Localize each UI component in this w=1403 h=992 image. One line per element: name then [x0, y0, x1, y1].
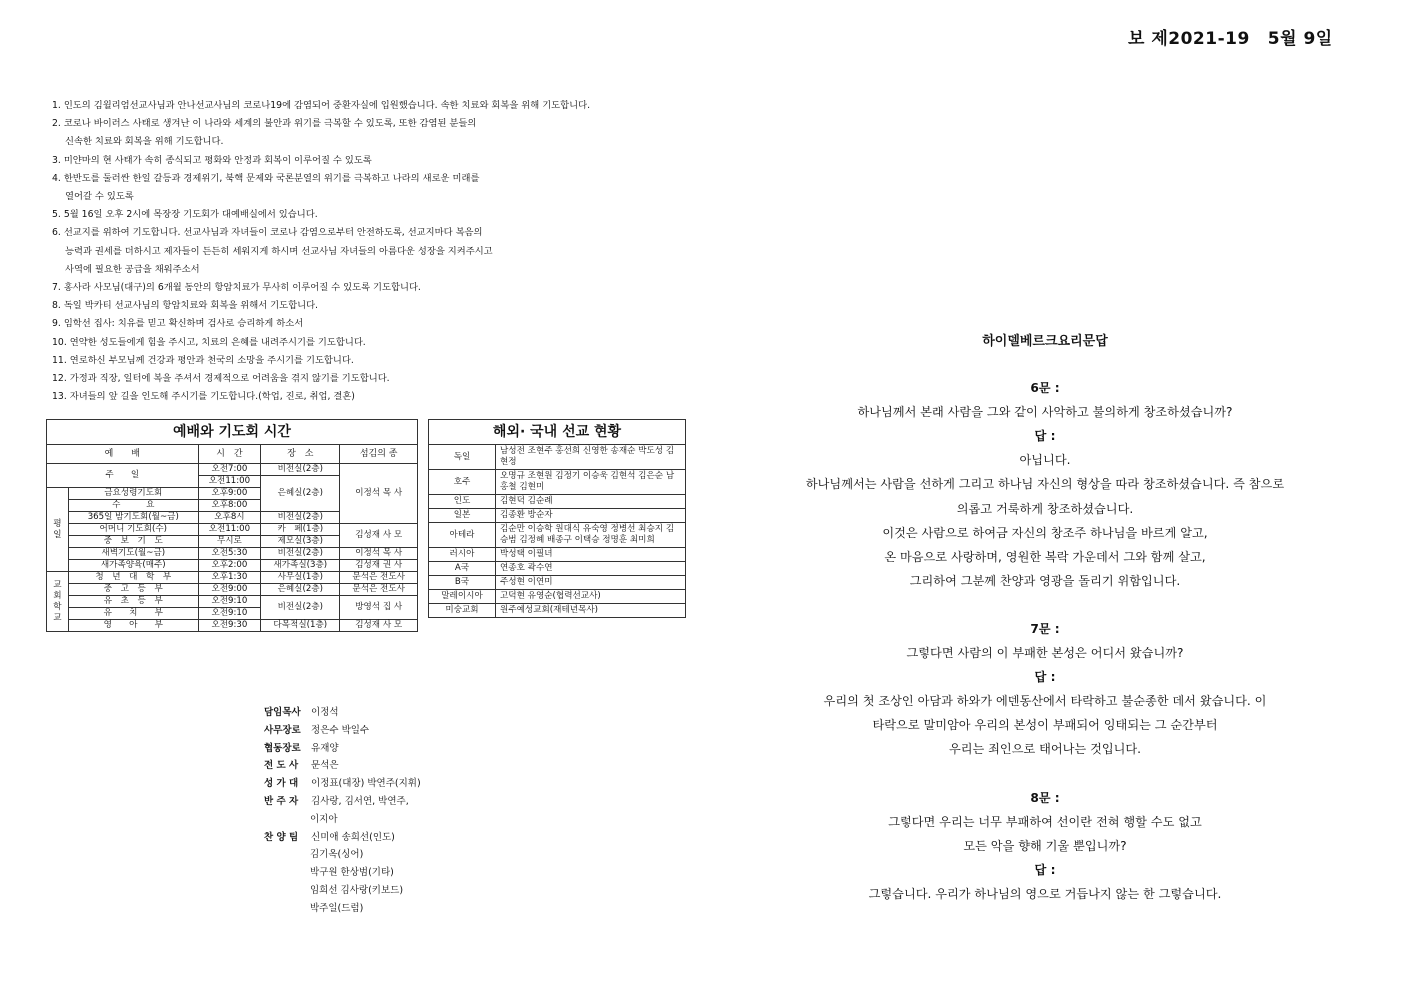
school-time: 오전9:10 [198, 608, 261, 620]
service-time: 오후9:00 [198, 488, 261, 500]
service-name: 새벽기도(월~금) [68, 548, 198, 560]
service-time: 오전5:30 [198, 548, 261, 560]
school-name: 유 치 부 [68, 608, 198, 620]
hall-place: 은혜실(2층) [261, 476, 340, 512]
school-time: 오후1:30 [198, 572, 261, 584]
col-header-time: 시 간 [198, 445, 261, 464]
mission-names: 주성현 이연미 [496, 576, 686, 590]
staff-name: 이정표(대장) 박연주(지휘) [311, 778, 421, 790]
staff-role: 담임목사 [264, 707, 301, 718]
leader-lee: 이정석 목 사 [340, 464, 418, 524]
prayer-item: 6. 선교지를 위하여 기도합니다. 선교사님과 자녀들이 코로나 감염으로부터 안전하도록, 선교지마다 복음의 [52, 227, 483, 239]
question-7-number: 7문 : [1030, 621, 1060, 636]
mission-country: 미숭교회 [429, 604, 496, 618]
school-leader: 문석은 전도사 [340, 572, 418, 584]
table-row [429, 509, 686, 523]
staff-name: 이정석 [311, 707, 339, 718]
mission-names: 오명규 조현원 김정기 이승욱 김현석 김은순 남홍철 김현미 [496, 470, 686, 495]
school-place: 은혜실(2층) [261, 584, 340, 596]
question-6-number: 6문 : [1030, 381, 1060, 396]
answer-line: 우리의 첫 조상인 아담과 하와가 에덴동산에서 타락하고 불순종한 데서 왔습니다. 이 [823, 694, 1267, 709]
service-name: 수 요 [68, 500, 198, 512]
prayer-item: 7. 홍사라 사모님(대구)의 6개월 동안의 항암치료가 무사히 이루어질 수 있도록 기도합니다. [52, 282, 421, 294]
table-row [47, 584, 418, 596]
prayer-item: 9. 임학선 집사: 치유를 믿고 확신하며 검사로 승리하게 하소서 [52, 318, 304, 330]
staff-row [264, 757, 421, 775]
mission-names: 김종환 방순자 [496, 509, 686, 523]
catechism-title: 하이델베르크요리문답 [982, 334, 1108, 349]
prayer-item: 11. 연로하신 부모님께 건강과 평안과 천국의 소망을 주시기를 기도합니다. [52, 354, 354, 366]
service-name: 중 보 기 도 [68, 536, 198, 548]
table-row [47, 596, 418, 608]
table-row [429, 604, 686, 618]
staff-name: 정은수 박일수 [311, 724, 370, 736]
service-name: 새가족양육(매주) [68, 560, 198, 572]
staff-name: 김사랑, 김서연, 박연주, [311, 795, 409, 807]
mission-table-title: 해외· 국내 선교 현황 [429, 420, 686, 445]
staff-row [264, 793, 421, 811]
prayer-item: 신속한 치료와 회복을 위해 기도합니다. [65, 136, 224, 148]
staff-role: 사무장로 [264, 724, 301, 736]
school-time: 오전9:00 [198, 584, 261, 596]
sunday-place: 비전실(2층) [261, 464, 340, 476]
staff-row [264, 704, 421, 722]
mission-status-table [428, 419, 686, 618]
question-6-text: 하나님께서 본래 사람을 그와 같이 사악하고 불의하게 창조하셨습니까? [857, 405, 1233, 420]
mission-country: B국 [429, 576, 496, 590]
answer-line: 하나님께서는 사람을 선하게 그리고 하나님 자신의 형상을 따라 창조하셨습니다. 즉 참으로 [805, 477, 1285, 492]
table-row [429, 548, 686, 562]
school-time: 오전9:10 [198, 596, 261, 608]
table-row [429, 495, 686, 509]
service-place: 카 페(1층) [261, 524, 340, 536]
school-leader: 문석은 전도사 [340, 584, 418, 596]
table-row [429, 562, 686, 576]
staff-role: 협동장로 [264, 742, 301, 754]
staff-row [264, 829, 421, 847]
col-header-service: 예 배 [47, 445, 199, 464]
prayer-request-list [52, 97, 682, 406]
service-place: 제모실(3층) [261, 536, 340, 548]
table-row [429, 590, 686, 604]
answer-line: 그리하여 그분께 찬양과 영광을 돌리기 위함입니다. [909, 573, 1181, 588]
staff-role: 반 주 자 [264, 795, 299, 807]
question-8-number: 8문 : [1030, 790, 1060, 805]
mission-names: 원주예성교회(재테년목사) [496, 604, 686, 618]
staff-name-continued: 김기옥(싱어) [310, 849, 364, 861]
heidelberg-catechism [740, 330, 1350, 906]
school-leader: 방영석 집 사 [340, 596, 418, 620]
staff-row [264, 740, 421, 758]
prayer-item: 4. 한반도를 둘러싼 한일 갈등과 경제위기, 북핵 문제와 국론분열의 위기를 극복하고 나라의 새로운 미래를 [52, 172, 480, 184]
staff-name-continued: 임희선 김사랑(키보드) [310, 884, 404, 896]
school-name: 유 초 등 부 [68, 596, 198, 608]
question-7-text: 그렇다면 사람의 이 부패한 본성은 어디서 왔습니까? [906, 646, 1184, 661]
sunday-time-1: 오전7:00 [198, 464, 261, 476]
mission-names: 김현덕 김순례 [496, 495, 686, 509]
answer-8-label: 답 : [1034, 862, 1056, 877]
school-name: 영 아 부 [68, 620, 198, 632]
prayer-item: 3. 미얀마의 현 사태가 속히 종식되고 평화와 안정과 회복이 이루어질 수 있도록 [52, 154, 372, 166]
service-time: 오전11:00 [198, 524, 261, 536]
answer-6-label: 답 : [1034, 429, 1056, 444]
prayer-item: 8. 독일 박카티 선교사님의 항암치료와 회복을 위해서 기도합니다. [52, 300, 319, 312]
prayer-item: 12. 가정과 직장, 일터에 복을 주셔서 경제적으로 어려움을 겪지 않기를 기도합니다. [52, 373, 390, 385]
table-row [47, 620, 418, 632]
mission-names: 박성택 이필녀 [496, 548, 686, 562]
mission-names: 고덕현 유영순(협력선교사) [496, 590, 686, 604]
table-row [47, 572, 418, 584]
service-name: 금요성령기도회 [68, 488, 198, 500]
staff-role: 전 도 사 [264, 760, 299, 772]
school-place: 비전실(2층) [261, 596, 340, 620]
service-place: 새가족실(3층) [261, 560, 340, 572]
answer-6 [740, 448, 1350, 593]
prayer-item: 5. 5월 16일 오후 2시에 목장장 기도회가 대예배실에서 있습니다. [52, 209, 318, 221]
mission-names: 연종호 곽수연 [496, 562, 686, 576]
school-leader: 김성재 사 모 [340, 620, 418, 632]
answer-line: 이것은 사람으로 하여금 자신의 창조주 하나님을 바르게 알고, [882, 525, 1208, 540]
answer-7-label: 답 : [1034, 670, 1056, 685]
question-8-text-1: 그렇다면 우리는 너무 부패하여 선이란 전혀 행할 수도 없고 [888, 814, 1202, 829]
service-time: 오후8시 [198, 512, 261, 524]
mission-country: 말레이시아 [429, 590, 496, 604]
answer-line: 온 마음으로 사랑하며, 영원한 복락 가운데서 그와 함께 살고, [884, 549, 1206, 564]
school-place: 사무실(1층) [261, 572, 340, 584]
staff-row [264, 775, 421, 793]
answer-line: 아닙니다. [1019, 453, 1071, 468]
church-school-side-label: 교 회 학 교 [47, 572, 69, 632]
service-name: 어머니 기도회(수) [68, 524, 198, 536]
prayer-item: 열어갈 수 있도록 [65, 191, 134, 203]
table-row [429, 523, 686, 548]
staff-role: 찬 양 팀 [264, 831, 299, 843]
school-place: 다목적실(1층) [261, 620, 340, 632]
service-time: 오후2:00 [198, 560, 261, 572]
staff-name: 신미애 송희선(인도) [311, 831, 395, 843]
mission-country: 인도 [429, 495, 496, 509]
answer-line: 우리는 죄인으로 태어나는 것입니다. [948, 742, 1142, 757]
prayer-item: 10. 연약한 성도들에게 힘을 주시고, 치료의 은혜를 내려주시기를 기도합니다. [52, 336, 366, 348]
church-staff-list [264, 704, 421, 918]
school-time: 오전9:30 [198, 620, 261, 632]
prayer-item: 능력과 권세를 더하시고 제자들이 든든히 세워지게 하시며 선교사님 자녀들의 아름다운 성장을 지켜주시고 [65, 245, 493, 257]
table-row [429, 576, 686, 590]
table-row [47, 548, 418, 560]
staff-row [264, 722, 421, 740]
sunday-time-2: 오전11:00 [198, 476, 261, 488]
answer-7 [740, 689, 1350, 761]
staff-name-continued: 박구원 한상범(기타) [310, 867, 394, 879]
mission-country: 독일 [429, 445, 496, 470]
table-row [47, 560, 418, 572]
prayer-item: 사역에 필요한 공급을 채워주소서 [65, 263, 200, 275]
school-name: 청 년 대 학 부 [68, 572, 198, 584]
issue-number: 보 제2021-19 [1128, 29, 1250, 49]
mission-names: 김순만 이승학 원대식 유숙영 정병선 최승지 김승범 김정혜 배종구 이택승 정명훈 최미희 [496, 523, 686, 548]
answer-8-text: 그렇습니다. 우리가 하나님의 영으로 거듭나지 않는 한 그렇습니다. [868, 886, 1222, 901]
staff-name: 문석은 [311, 760, 339, 772]
answer-line: 의롭고 거룩하게 창조하셨습니다. [956, 501, 1134, 516]
worship-schedule-table [46, 419, 418, 632]
service-leader: 김성재 사 모 [340, 524, 418, 548]
service-place: 비전실(2층) [261, 548, 340, 560]
mission-country: A국 [429, 562, 496, 576]
weekday-side-label: 평 일 [47, 488, 69, 572]
service-place: 비전실(2층) [261, 512, 340, 524]
issue-date: 5월 9일 [1267, 29, 1333, 49]
service-time: 무시로 [198, 536, 261, 548]
service-name: 365일 밤기도회(월~금) [68, 512, 198, 524]
worship-table-title: 예배와 기도회 시간 [47, 420, 418, 445]
staff-name: 유재양 [311, 742, 339, 754]
service-leader: 이정석 목 사 [340, 548, 418, 560]
mission-country: 아테라 [429, 523, 496, 548]
mission-country: 호주 [429, 470, 496, 495]
table-row [429, 470, 686, 495]
staff-name-continued: 박주일(드럼) [310, 902, 364, 914]
prayer-item: 1. 인도의 김윌리엄선교사님과 안나선교사님의 코로나19에 감염되어 중환자실에 입원했습니다. 속한 치료와 회복을 위해 기도합니다. [52, 100, 591, 111]
table-row [429, 445, 686, 470]
staff-name-continued: 이지아 [310, 813, 338, 825]
sunday-label: 주 일 [47, 464, 199, 488]
prayer-item: 2. 코로나 바이러스 사태로 생겨난 이 나라와 세계의 불안과 위기를 극복할 수 있도록, 또한 감염된 분들의 [52, 118, 477, 130]
col-header-leader: 섬김의 종 [340, 445, 418, 464]
bulletin-issue-header [1128, 24, 1351, 49]
prayer-item: 13. 자녀들의 앞 길을 인도해 주시기를 기도합니다.(학업, 진로, 취업, 결혼) [52, 391, 355, 403]
answer-line: 타락으로 말미암아 우리의 본성이 부패되어 잉태되는 그 순간부터 [872, 718, 1218, 733]
mission-names: 남성전 조현주 홍선희 신영한 송재순 박도성 김현정 [496, 445, 686, 470]
col-header-place: 장 소 [261, 445, 340, 464]
question-8-text-2: 모든 악을 향해 기울 뿐입니까? [963, 838, 1127, 853]
mission-country: 일본 [429, 509, 496, 523]
service-time: 오후8:00 [198, 500, 261, 512]
table-row [47, 464, 418, 476]
service-leader: 김성재 권 사 [340, 560, 418, 572]
mission-country: 러시아 [429, 548, 496, 562]
staff-role: 성 가 대 [264, 778, 299, 790]
school-name: 중 고 등 부 [68, 584, 198, 596]
table-row [47, 524, 418, 536]
